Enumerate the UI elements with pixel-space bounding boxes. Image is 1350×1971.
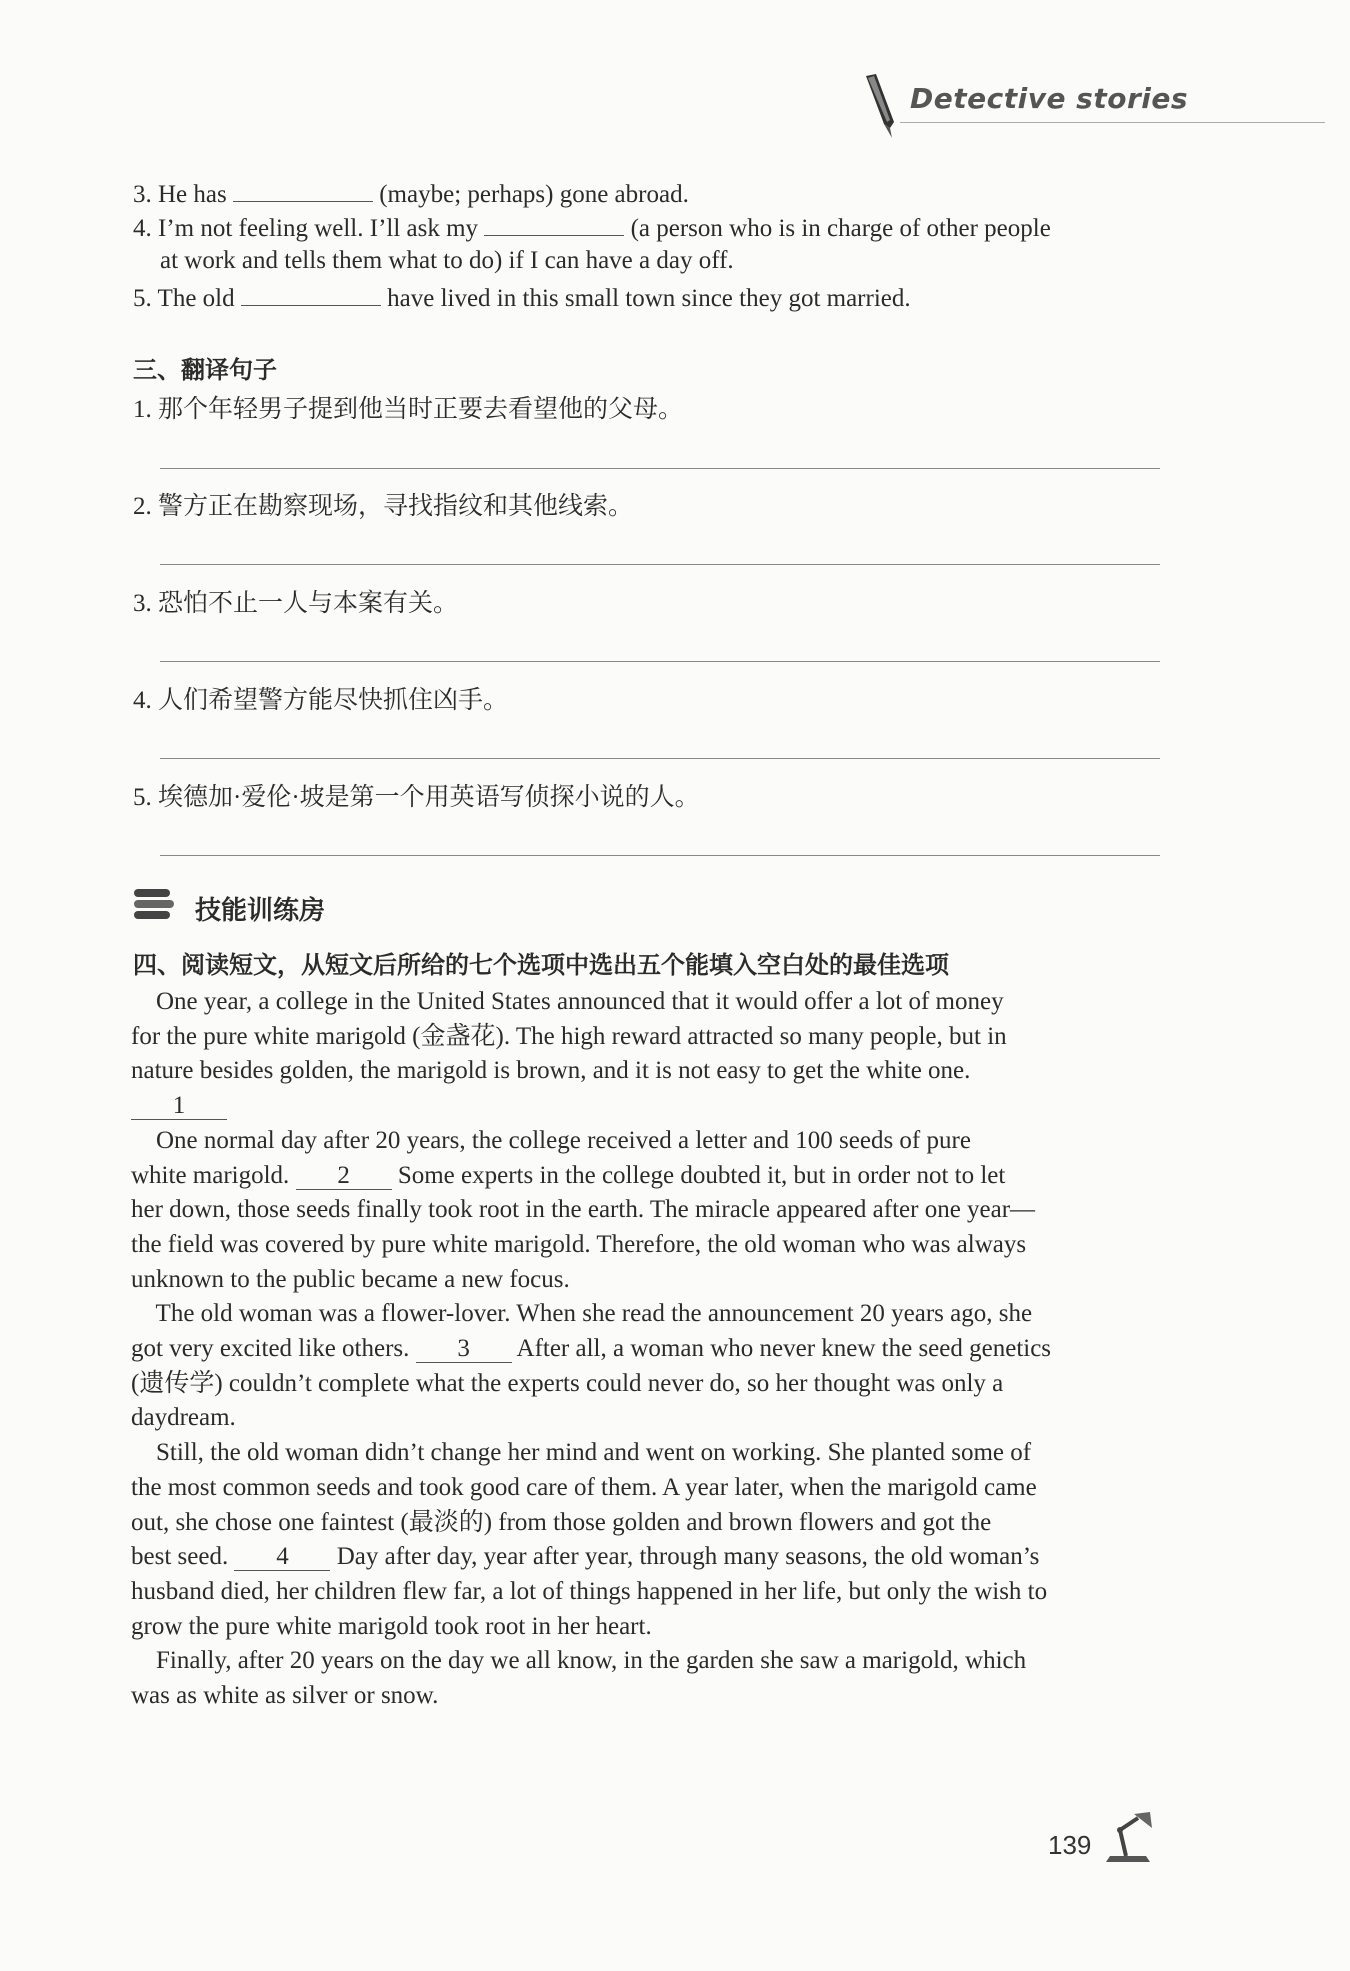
answer-line[interactable] bbox=[160, 855, 1160, 856]
answer-line[interactable] bbox=[160, 661, 1160, 662]
answer-line[interactable] bbox=[160, 758, 1160, 759]
passage-line: nature besides golden, the marigold is brown, and it is not easy to get the white one. bbox=[131, 1057, 971, 1085]
passage-line: her down, those seeds finally took root in the earth. The miracle appeared after one year— bbox=[131, 1196, 1036, 1224]
passage-line: was as white as silver or snow. bbox=[131, 1682, 439, 1710]
passage-line: Finally, after 20 years on the day we all know, in the garden she saw a marigold, which bbox=[131, 1647, 1027, 1675]
answer-blank-4[interactable]: 4 bbox=[234, 1544, 330, 1571]
translate-item-4: 4. 人们希望警方能尽快抓住凶手。 bbox=[133, 687, 509, 714]
pen-icon bbox=[860, 72, 900, 142]
answer-line[interactable] bbox=[160, 564, 1160, 565]
passage-line: got very excited like others. 3 After all, a woman who never knew the seed genetics bbox=[131, 1335, 1052, 1363]
answer-blank-3[interactable]: 3 bbox=[416, 1336, 512, 1363]
translate-item-3: 3. 恐怕不止一人与本案有关。 bbox=[133, 590, 459, 617]
skill-section-title: 技能训练房 bbox=[195, 896, 326, 926]
passage-line bbox=[131, 1089, 1171, 1124]
translate-item-1: 1. 那个年轻男子提到他当时正要去看望他的父母。 bbox=[133, 396, 684, 423]
page-number: 139 bbox=[1048, 1830, 1092, 1860]
passage-line: (遗传学) couldn’t complete what the experts could never do, so her thought was only a bbox=[131, 1369, 1004, 1397]
running-header: Detective stories bbox=[910, 82, 1189, 115]
section-heading-translate: 三、翻译句子 bbox=[133, 356, 277, 384]
passage-line: the field was covered by pure white marigold. Therefore, the old woman who was always bbox=[131, 1230, 1027, 1258]
translate-item-5: 5. 埃德加·爱伦·坡是第一个用英语写侦探小说的人。 bbox=[133, 784, 700, 811]
passage-line: best seed. 4 Day after day, year after year, through many seasons, the old woman’s bbox=[131, 1543, 1040, 1571]
answer-blank-1[interactable]: 1 bbox=[131, 1093, 227, 1120]
passage-line: out, she chose one faintest (最淡的) from those golden and brown flowers and got the bbox=[131, 1508, 992, 1536]
answer-blank[interactable] bbox=[484, 209, 624, 236]
passage-line: for the pure white marigold (金盏花). The high reward attracted so many people, but in bbox=[131, 1022, 1007, 1050]
vocab-item-4: 4. I’m not feeling well. I’ll ask my (a person who is in charge of other people bbox=[133, 209, 1051, 246]
vocab-item-3: 3. He has (maybe; perhaps) gone abroad. bbox=[133, 175, 689, 212]
reading-passage bbox=[131, 985, 1171, 1714]
passage-line: The old woman was a flower-lover. When she read the announcement 20 years ago, she bbox=[131, 1300, 1033, 1328]
answer-line[interactable] bbox=[160, 468, 1160, 469]
passage-line: One year, a college in the United States announced that it would offer a lot of money bbox=[131, 988, 1004, 1015]
notebook-icon bbox=[132, 885, 176, 925]
passage-line: grow the pure white marigold took root in her heart. bbox=[131, 1612, 652, 1640]
lamp-icon bbox=[1098, 1808, 1158, 1866]
passage-line: the most common seeds and took good care of them. A year later, when the marigold came bbox=[131, 1473, 1037, 1501]
passage-line: Still, the old woman didn’t change her mind and went on working. She planted some of bbox=[131, 1439, 1032, 1467]
passage-line: One normal day after 20 years, the college received a letter and 100 seeds of pure bbox=[131, 1126, 971, 1154]
passage-line: husband died, her children flew far, a lot of things happened in her life, but only the wish to bbox=[131, 1577, 1048, 1605]
translate-item-2: 2. 警方正在勘察现场，寻找指纹和其他线索。 bbox=[133, 493, 634, 520]
header-rule bbox=[900, 122, 1325, 123]
passage-line: white marigold. 2 Some experts in the college doubted it, but in order not to let bbox=[131, 1161, 1006, 1189]
passage-line: daydream. bbox=[131, 1404, 236, 1432]
answer-blank[interactable] bbox=[241, 279, 381, 306]
answer-blank[interactable] bbox=[233, 175, 373, 202]
passage-line: unknown to the public became a new focus. bbox=[131, 1265, 570, 1293]
vocab-item-5: 5. The old have lived in this small town since they got married. bbox=[133, 279, 911, 316]
answer-blank-2[interactable]: 2 bbox=[296, 1163, 392, 1190]
vocab-item-4-cont: at work and tells them what to do) if I can have a day off. bbox=[160, 247, 734, 274]
section-heading-reading: 四、阅读短文，从短文后所给的七个选项中选出五个能填入空白处的最佳选项 bbox=[133, 951, 949, 979]
